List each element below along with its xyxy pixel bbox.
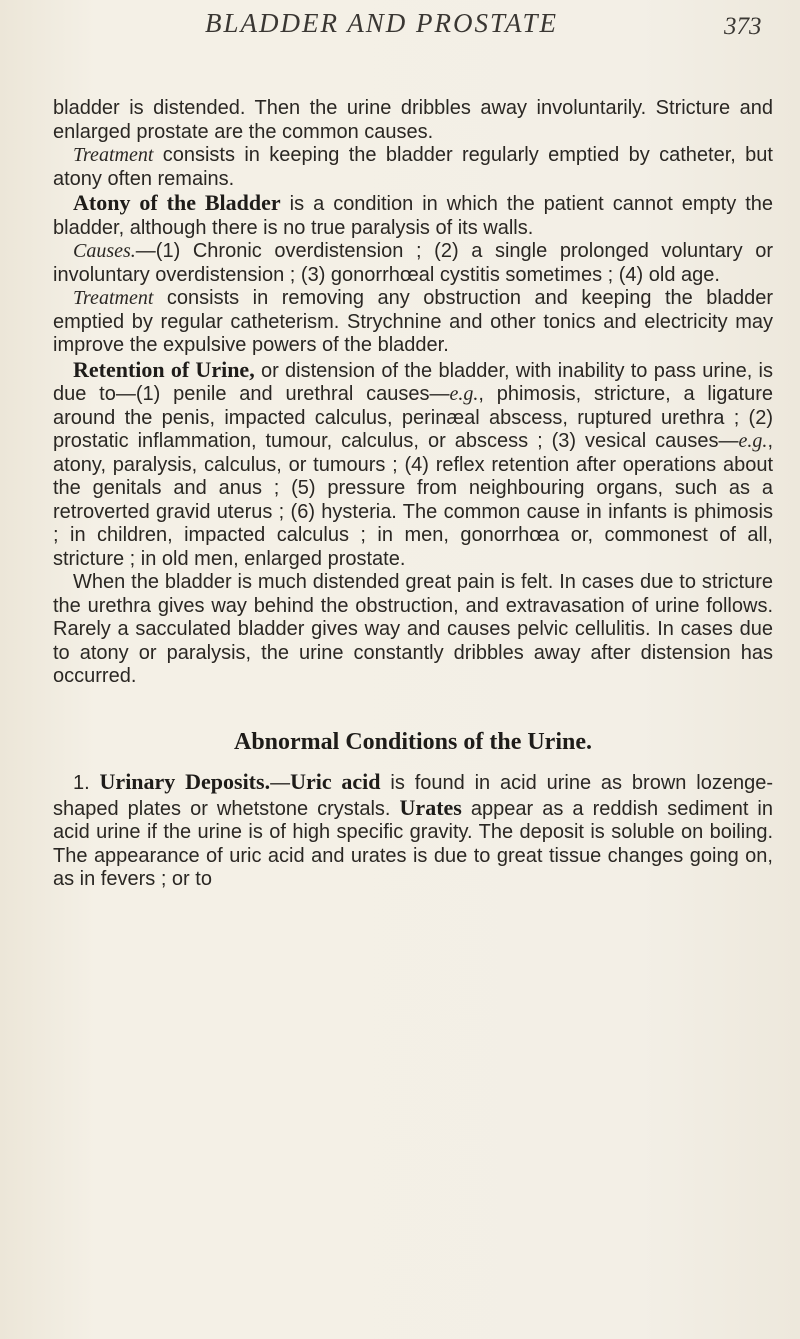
paragraph-continuation — [53, 97, 773, 144]
paragraph-text: When the bladder is much distended great pain is felt. In cases due to stricture the urethra gives way behind the obstruction, and extravasation of urine follows. Rarely a sacculated bladder gives way and causes pelvic cellulitis. In cases due to atony or paralysis, the urine constantly dribbles away after distension has occurred. — [53, 571, 773, 687]
paragraph-treatment-2 — [53, 287, 773, 358]
italic-eg: e.g. — [738, 430, 768, 452]
italic-lead: Treatment — [73, 144, 154, 166]
em-dash: — — [270, 772, 291, 794]
page-body — [53, 97, 773, 892]
paragraph-text: consists in removing any obstruction and keeping the bladder emptied by regular catheterism. Strychnine and other tonics and electricity may improve the expulsive powers of the bladder. — [53, 287, 773, 356]
paragraph-text: consists in keeping the bladder regularly emptied by catheter, but atony often remains. — [53, 144, 773, 190]
bold-run-in-heading: Urinary Deposits. — [99, 769, 271, 794]
paragraph-urinary-deposits — [53, 770, 773, 892]
paragraph-causes — [53, 240, 773, 287]
paragraph-distension — [53, 571, 773, 689]
bold-run-in-heading: Retention of Urine, — [73, 356, 255, 382]
paragraph-retention — [53, 358, 773, 572]
bold-subheading: Uric acid — [290, 769, 381, 794]
running-head: BLADDER AND PROSTATE — [205, 8, 558, 38]
section-heading: Abnormal Conditions of the Urine. — [233, 728, 593, 755]
bold-subheading: Urates — [399, 794, 462, 820]
paragraph-treatment — [53, 144, 773, 191]
italic-lead: Causes. — [73, 240, 136, 262]
page-number: 373 — [724, 13, 762, 40]
list-number: 1. — [73, 772, 100, 794]
page-header — [0, 8, 800, 48]
paragraph-text: bladder is distended. Then the urine dribbles away involuntarily. Stricture and enlarged prostate are the common causes. — [53, 97, 773, 143]
paragraph-text: is a condition in which the patient cannot empty the bladder, although there is no true paralysis of its walls. — [53, 193, 773, 239]
italic-eg: e.g. — [449, 383, 479, 405]
bold-run-in-heading: Atony of the Bladder — [73, 190, 281, 215]
italic-lead: Treatment — [73, 287, 154, 309]
paragraph-text: , atony, paralysis, calculus, or tumours ; (4) reflex retention after operations about the genitals and anus ; (5) pressure from neighbouring organs, such as a retroverted gravid uterus ; (6) hysteria. The common cause in infants is phimosis ; in children, impacted calculus ; in men, gonorrhœa or, commonest of all, stricture ; in old men, enlarged prostate. — [53, 430, 773, 570]
paragraph-text: , phimosis, stricture, a ligature around the penis, impacted calculus, perinæal abscess, ruptured urethra ; (2) prostatic inflammation, tumour, calculus, or abscess ; (3) vesical causes— — [53, 383, 773, 452]
paragraph-text: or distension of the bladder, with inability to pass urine, is due to—(1) penile and urethral causes— — [53, 359, 773, 405]
paragraph-text: is found in acid urine as brown lozenge-shaped plates or whetstone crystals. — [53, 772, 773, 820]
paragraph-atony — [53, 191, 773, 240]
paragraph-text: —(1) Chronic overdistension ; (2) a single prolonged voluntary or involuntary overdistension ; (3) gonorrhœal cystitis sometimes ; (4) old age. — [53, 240, 773, 286]
paragraph-text: appear as a reddish sediment in acid urine if the urine is of high specific gravity. The deposit is soluble on boiling. The appearance of uric acid and urates is due to great tissue changes going on, as in fevers ; or to — [53, 797, 774, 890]
